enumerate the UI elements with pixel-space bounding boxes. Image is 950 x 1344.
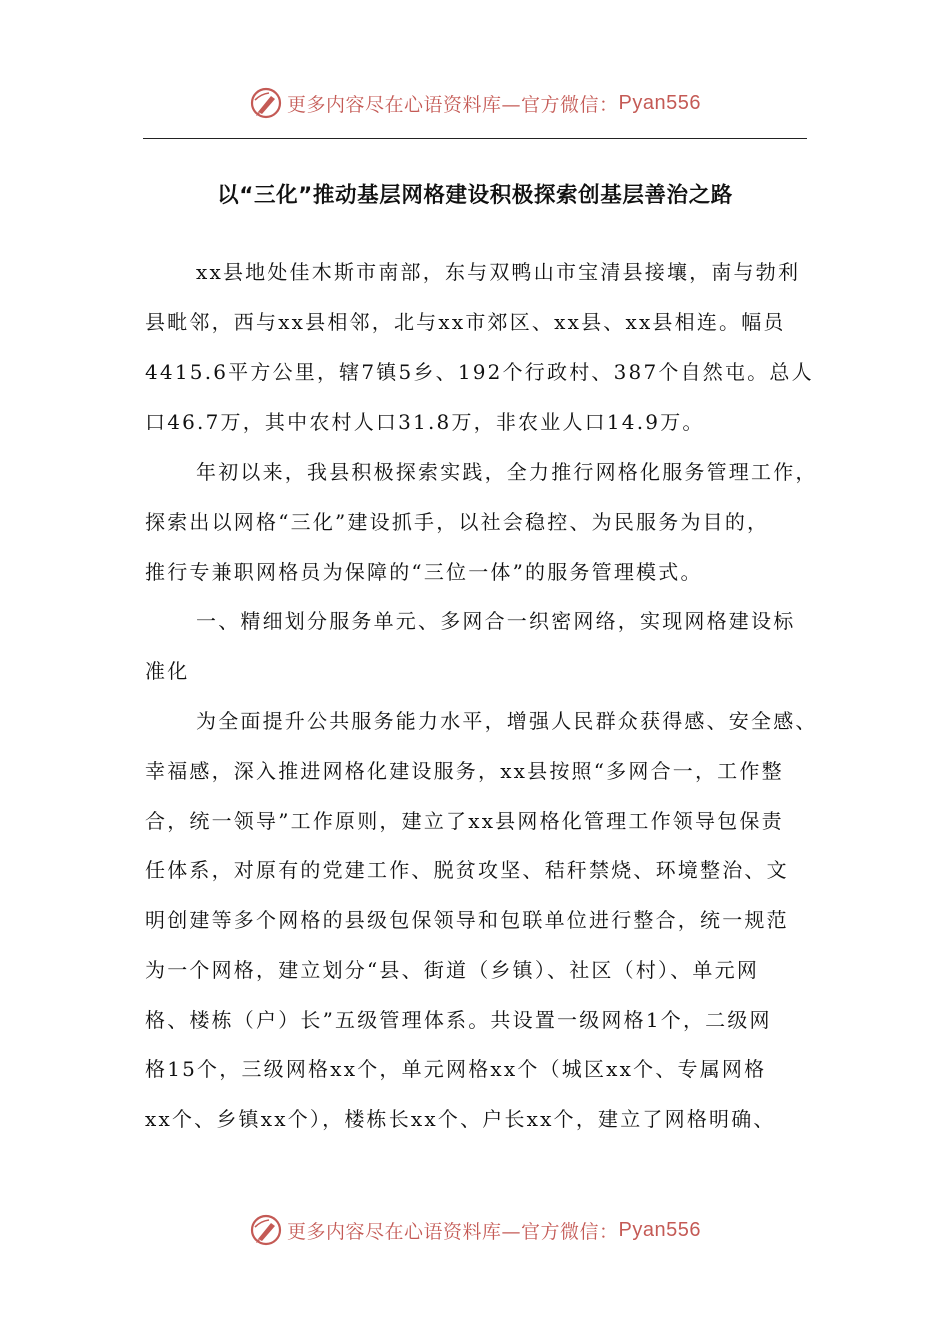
body-line: 任体系，对原有的党建工作、脱贫攻坚、秸秆禁烧、环境整治、文 — [145, 858, 789, 882]
body-line: 为全面提升公共服务能力水平，增强人民群众获得感、安全感、 — [196, 709, 818, 733]
body-line: 幸福感，深入推进网格化建设服务，xx县按照“多网合一，工作整 — [145, 759, 784, 783]
section-heading: 一、精细划分服务单元、多网合一织密网络，实现网格建设标 — [196, 609, 796, 633]
body-line: 口46.7万，其中农村人口31.8万，非农业人口14.9万。 — [145, 410, 705, 434]
pen-logo-icon — [249, 1213, 283, 1247]
body-line: 探索出以网格“三化”建设抓手，以社会稳控、为民服务为目的， — [145, 510, 770, 534]
pen-logo-icon — [249, 86, 283, 120]
document-title: 以“三化”推动基层网格建设积极探索创基层善治之路 — [217, 183, 733, 208]
body-line: xx个、乡镇xx个），楼栋长xx个、户长xx个，建立了网格明确、 — [145, 1107, 776, 1131]
header-watermark-banner — [0, 83, 950, 123]
body-line: 年初以来，我县积极探索实践，全力推行网格化服务管理工作， — [196, 460, 818, 484]
body-line: 格、楼栋（户）长”五级管理体系。共设置一级网格1个，二级网 — [145, 1008, 772, 1032]
body-line: 明创建等多个网格的县级包保领导和包联单位进行整合，统一规范 — [145, 908, 789, 932]
header-divider — [143, 138, 807, 139]
section-heading-continued: 准化 — [145, 659, 190, 683]
body-line: xx县地处佳木斯市南部，东与双鸭山市宝清县接壤，南与勃利 — [196, 260, 801, 284]
footer-banner-text: 更多内容尽在心语资料库—官方微信： — [287, 1220, 619, 1243]
footer-watermark-banner — [0, 1210, 950, 1250]
header-banner-handle: Pyan556 — [618, 91, 701, 114]
body-line: 合，统一领导”工作原则，建立了xx县网格化管理工作领导包保责 — [145, 809, 784, 833]
body-line: 推行专兼职网格员为保障的“三位一体”的服务管理模式。 — [145, 560, 703, 584]
footer-banner-handle: Pyan556 — [618, 1218, 701, 1241]
header-banner-text: 更多内容尽在心语资料库—官方微信： — [287, 93, 619, 116]
body-line: 4415.6平方公里，辖7镇5乡、192个行政村、387个自然屯。总人 — [145, 360, 814, 384]
body-line: 为一个网格，建立划分“县、街道（乡镇）、社区（村）、单元网 — [145, 958, 760, 982]
body-line: 格15个，三级网格xx个，单元网格xx个（城区xx个、专属网格 — [145, 1057, 767, 1081]
body-line: 县毗邻，西与xx县相邻，北与xx市郊区、xx县、xx县相连。幅员 — [145, 310, 786, 334]
